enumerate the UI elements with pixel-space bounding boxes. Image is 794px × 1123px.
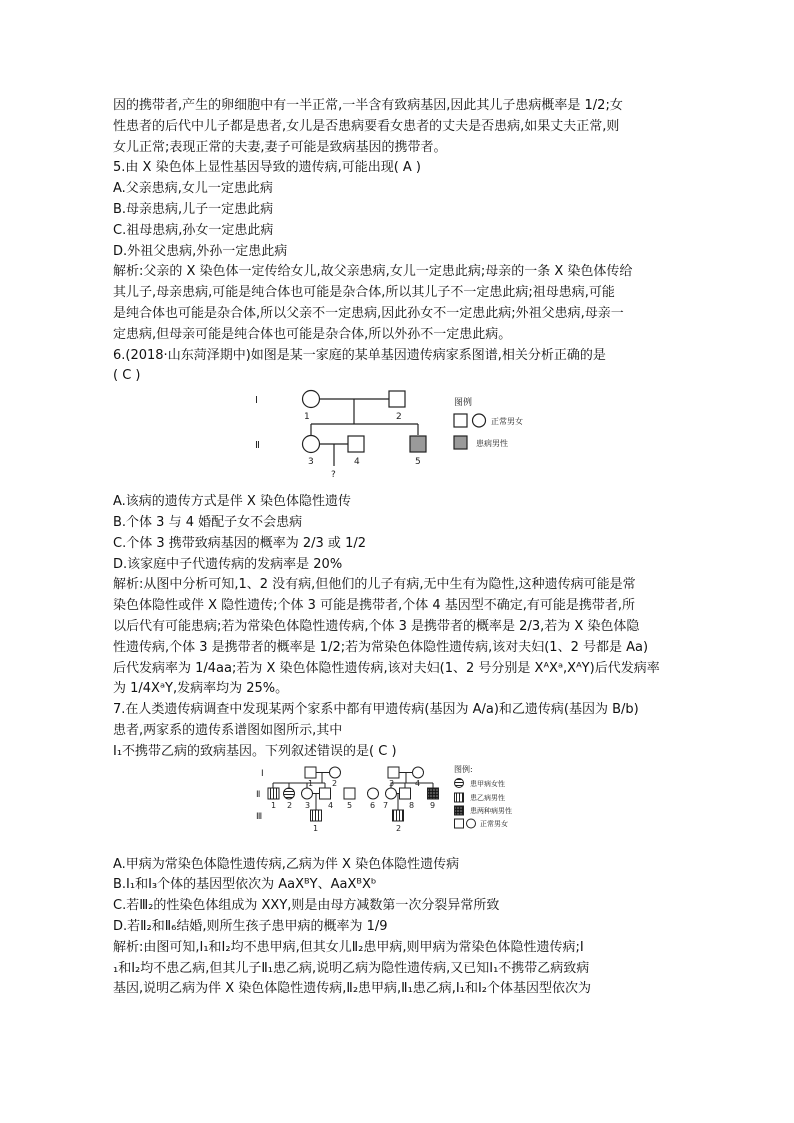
male-normal-symbol	[344, 788, 355, 799]
q6-answer: ( C )	[113, 368, 141, 384]
individual-label: 1	[308, 778, 314, 788]
legend-item-text: 患两种病男性	[470, 806, 512, 815]
individual-label: 3	[389, 778, 395, 788]
pedigree-chart	[113, 763, 683, 855]
individual-label: 2	[332, 778, 338, 788]
male-affected-b-symbol	[311, 810, 322, 821]
q7-analysis-line: ₁和Ⅰ₂均不患乙病,但其儿子Ⅱ₁患乙病,说明乙病为隐性遗传病,又已知Ⅰ₁不携带乙病致病	[113, 960, 590, 976]
gen-label-II: Ⅱ	[255, 440, 260, 452]
q6-option-c: C.个体 3 携带致病基因的概率为 2/3 或 1/2	[113, 535, 366, 551]
q6-analysis-line: 染色体隐性或伴 X 隐性遗传;个体 3 可能是携带者,个体 4 基因型不确定,有可能是携带者,所	[113, 598, 636, 614]
pedigree-chart	[113, 387, 683, 492]
legend-female-a-circle	[455, 778, 464, 787]
q7-stem: Ⅰ₁不携带乙病的致病基因。下列叙述错误的是( C )	[113, 743, 397, 759]
legend-title: 图例:	[454, 764, 473, 774]
q6-option-b: B.个体 3 与 4 婚配子女不会患病	[113, 514, 303, 530]
female-normal-symbol	[330, 767, 341, 778]
q7-option-c: C.若Ⅲ₂的性染色体组成为 XXY,则是由母方减数第一次分裂异常所致	[113, 898, 500, 914]
individual-label: 4	[354, 457, 360, 468]
female-normal-symbol	[302, 788, 313, 799]
legend-normal-square	[455, 819, 464, 828]
q5-option-d: D.外祖父患病,外孙一定患此病	[113, 243, 288, 259]
q6-pedigree-figure	[113, 387, 683, 492]
q6-option-d: D.该家庭中子代遗传病的发病率是 20%	[113, 556, 343, 572]
q5-stem: 5.由 X 染色体上显性基因导致的遗传病,可能出现( A )	[113, 160, 422, 176]
q7-option-d: D.若Ⅱ₂和Ⅱ₆结婚,则所生孩子患甲病的概率为 1/9	[113, 918, 388, 934]
gen-label-III: Ⅲ	[256, 811, 263, 822]
female-normal-symbol	[303, 436, 320, 453]
legend-affected-square	[454, 436, 467, 449]
q7-option-a: A.甲病为常染色体隐性遗传病,乙病为伴 X 染色体隐性遗传病	[113, 856, 460, 872]
legend-normal-text: 正常男女	[491, 417, 523, 427]
q6-option-a: A.该病的遗传方式是伴 X 染色体隐性遗传	[113, 494, 351, 510]
male-affected-b-symbol	[393, 810, 404, 821]
q7-option-b: B.Ⅰ₁和Ⅰ₃个体的基因型依次为 AaXᴮY、AaXᴮXᵇ	[113, 877, 377, 893]
individual-label: 3	[308, 457, 314, 468]
q5-analysis-line: 定患病,但母亲可能是纯合体也可能是杂合体,所以外孙不一定患此病。	[113, 326, 512, 342]
individual-label: 4	[328, 800, 334, 810]
q6-analysis-line: 性遗传病,个体 3 是携带者的概率是 1/2;若为常染色体隐性遗传病,该对夫妇(1、2 号都是 Aa)	[113, 639, 649, 655]
intro-line: 性患者的后代中儿子都是患者,女儿是否患病要看女患者的丈夫是否患病,如果丈夫正常,则	[113, 118, 620, 134]
q5-option-c: C.祖母患病,孙女一定患此病	[113, 222, 274, 238]
female-normal-symbol	[413, 767, 424, 778]
female-normal-symbol	[386, 788, 397, 799]
q7-pedigree-figure	[113, 763, 683, 855]
legend-item-text: 患甲病女性	[470, 779, 505, 788]
q5-analysis-line: 解析:父亲的 X 染色体一定传给女儿,故父亲患病,女儿一定患此病;母亲的一条 X 染色体传给	[113, 264, 633, 280]
male-affected-b-symbol	[268, 788, 279, 799]
legend-title: 图例	[454, 398, 473, 409]
intro-line: 女儿正常;表现正常的夫妻,妻子可能是致病基因的携带者。	[113, 139, 447, 155]
q5-analysis-line: 其儿子,母亲患病,可能是纯合体也可能是杂合体,所以其儿子不一定患此病;祖母患病,可能	[113, 285, 615, 301]
male-affected-symbol	[410, 436, 426, 452]
male-normal-symbol	[400, 788, 411, 799]
individual-label: 2	[396, 412, 402, 423]
female-normal-symbol	[368, 788, 379, 799]
gen-label-II: Ⅱ	[256, 789, 261, 800]
legend-normal-circle	[467, 819, 476, 828]
female-normal-symbol	[303, 391, 320, 408]
q6-analysis-line: 解析:从图中分析可知,1、2 没有病,但他们的儿子有病,无中生有为隐性,这种遗传病可能是常	[113, 577, 636, 593]
individual-label: 2	[396, 823, 402, 833]
unknown-child-label: ?	[331, 470, 336, 481]
male-normal-symbol	[320, 788, 331, 799]
q5-analysis-line: 是纯合体也可能是杂合体,所以父亲不一定患病,因此孙女不一定患此病;外祖父患病,母亲一	[113, 305, 624, 321]
individual-label: 9	[430, 800, 436, 810]
male-normal-symbol	[348, 436, 364, 452]
individual-label: 8	[409, 800, 415, 810]
individual-label: 3	[305, 800, 311, 810]
male-normal-symbol	[388, 767, 399, 778]
male-normal-symbol	[389, 391, 405, 407]
q7-stem: 患者,两家系的遗传系谱图如图所示,其中	[113, 722, 343, 738]
q6-analysis-line: 以后代有可能患病;若为常染色体隐性遗传病,个体 3 是携带者的概率是 2/3,若为 X 染色体隐	[113, 618, 640, 634]
q7-stem: 7.在人类遗传病调查中发现某两个家系中都有甲遗传病(基因为 A/a)和乙遗传病(基因为 B/b)	[113, 702, 639, 718]
legend-affected-text: 患病男性	[476, 439, 508, 449]
individual-label: 2	[287, 800, 293, 810]
q6-stem: 6.(2018·山东菏泽期中)如图是某一家庭的某单基因遗传病家系图谱,相关分析正确的是	[113, 347, 606, 363]
individual-label: 6	[370, 800, 376, 810]
gen-label-I: Ⅰ	[255, 395, 258, 407]
female-affected-a-symbol	[284, 788, 295, 799]
legend-item-text: 正常男女	[480, 819, 508, 828]
legend-male-both-square	[455, 806, 464, 815]
male-both-diseases-symbol	[428, 788, 439, 799]
individual-label: 1	[304, 412, 310, 423]
male-normal-symbol	[305, 767, 316, 778]
document-page	[113, 96, 683, 1000]
q5-option-b: B.母亲患病,儿子一定患此病	[113, 201, 274, 217]
q7-analysis-line: 基因,说明乙病为伴 X 染色体隐性遗传病,Ⅱ₂患甲病,Ⅱ₁患乙病,Ⅰ₁和Ⅰ₂个体基因型依次为	[113, 981, 592, 997]
individual-label: 4	[415, 778, 421, 788]
intro-line: 因的携带者,产生的卵细胞中有一半正常,一半含有致病基因,因此其儿子患病概率是 1/2;女	[113, 98, 623, 113]
individual-label: 5	[347, 800, 353, 810]
gen-label-I: Ⅰ	[261, 768, 264, 779]
individual-label: 1	[313, 823, 319, 833]
individual-label: 5	[415, 457, 421, 468]
q5-option-a: A.父亲患病,女儿一定患此病	[113, 181, 273, 197]
legend-item-text: 患乙病男性	[470, 793, 505, 802]
legend-normal-circle	[473, 414, 486, 427]
individual-label: 1	[271, 800, 277, 810]
q6-analysis-line: 后代发病率为 1/4aa;若为 X 染色体隐性遗传病,该对夫妇(1、2 号分别是 XᴬXᵃ,XᴬY)后代发病率	[113, 660, 660, 676]
q7-analysis-line: 解析:由图可知,Ⅰ₁和Ⅰ₂均不患甲病,但其女儿Ⅱ₂患甲病,则甲病为常染色体隐性遗传病;Ⅰ	[113, 939, 584, 955]
legend-male-b-square	[455, 793, 464, 802]
legend-normal-square	[454, 414, 467, 427]
q6-analysis-line: 为 1/4XᵃY,发病率均为 25%。	[113, 681, 289, 697]
individual-label: 7	[383, 800, 389, 810]
